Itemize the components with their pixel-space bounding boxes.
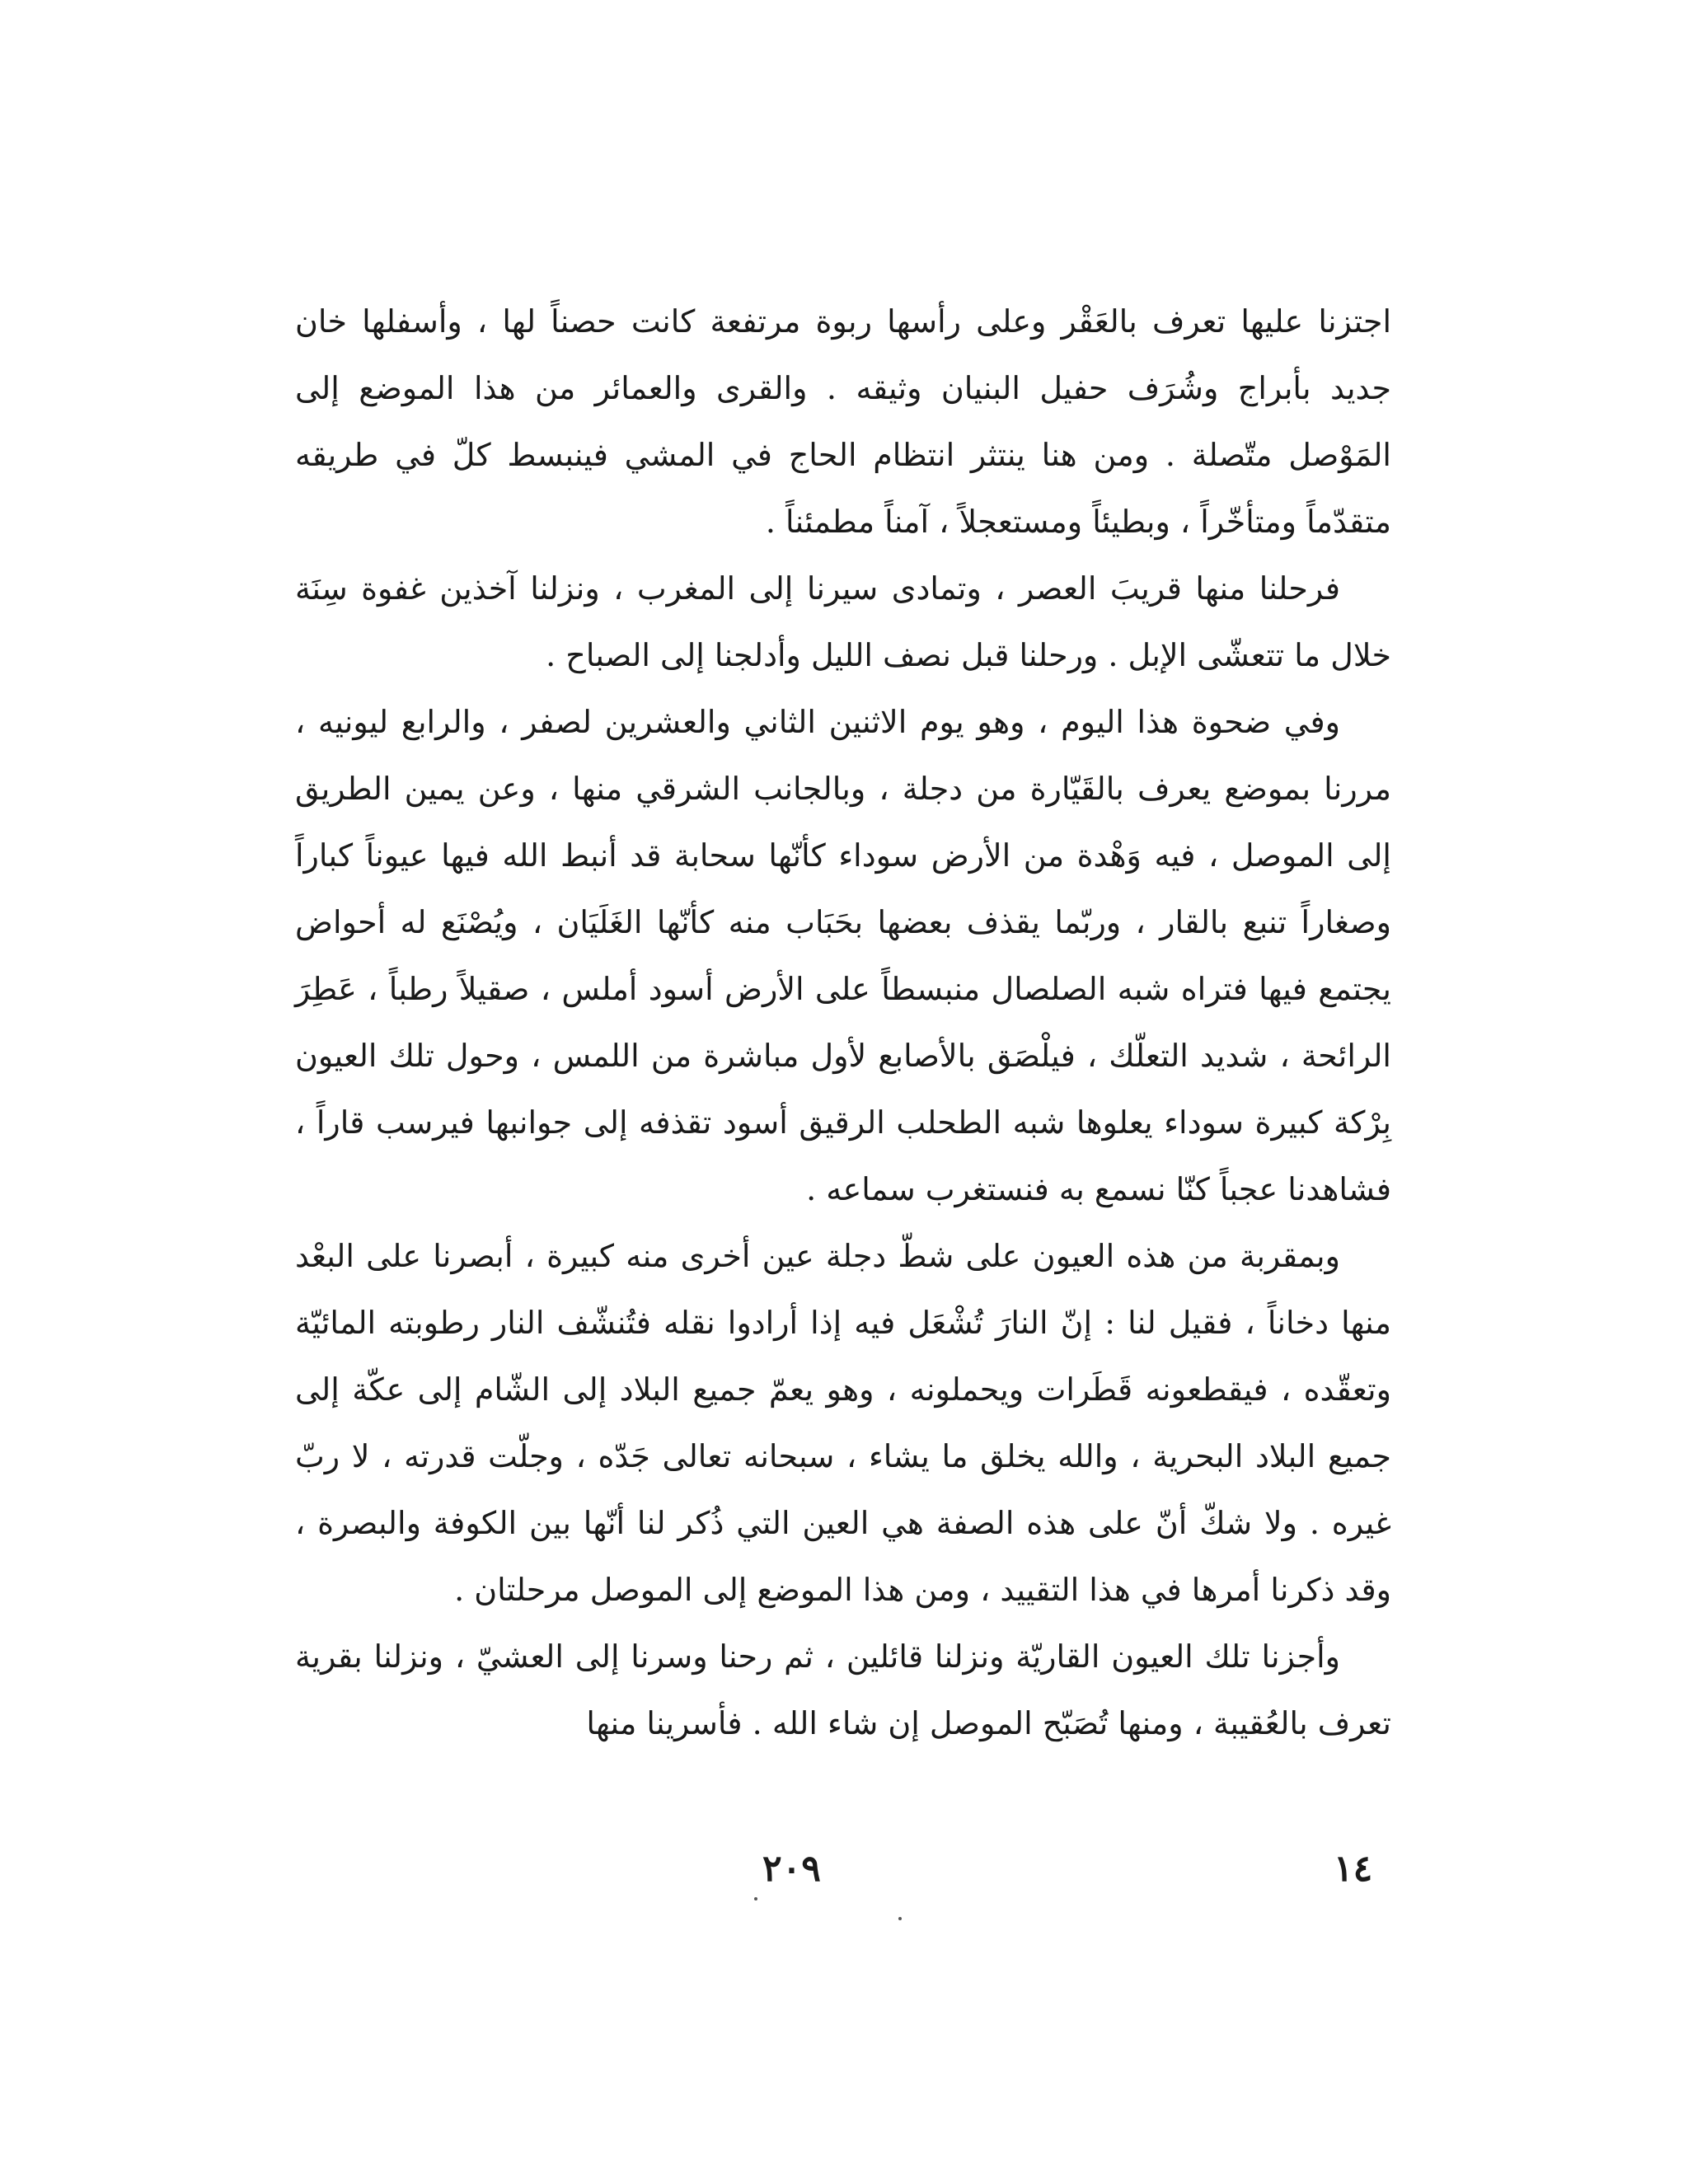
body-text bbox=[295, 288, 1391, 1757]
paragraph-1: اجتزنا عليها تعرف بالعَقْر وعلى رأسها ربوة مرتفعة كانت حصناً لها ، وأسفلها خان جديد بأبراج وشُرَف حفيل البنيان وثيقه . والقرى والعمائر من هذا الموضع إلى المَوْصل متّصلة . ومن هنا ينتثر انتظام الحاج في المشي فينبسط كلّ في طريقه متقدّماً ومتأخّراً ، وبطيئاً ومستعجلاً ، آمناً مطمئناً . bbox=[295, 303, 1391, 540]
paragraph-3: وفي ضحوة هذا اليوم ، وهو يوم الاثنين الثاني والعشرين لصفر ، والرابع ليونيه ، مررنا بموضع يعرف بالقَيّارة من دجلة ، وبالجانب الشرقي منها ، وعن يمين الطريق إلى الموصل ، فيه وَهْدة من الأرض سوداء كأنّها سحابة قد أنبط الله فيها عيوناً كباراً وصغاراً تنبع بالقار ، وربّما يقذف بعضها بحَبَاب منه كأنّها الغَلَيَان ، ويُصْنَع له أحواض يجتمع فيها فتراه شبه الصلصال منبسطاً على الأرض أسود أملس ، صقيلاً رطباً ، عَطِرَ الرائحة ، شديد التعلّك ، فيلْصَق بالأصابع لأول مباشرة من اللمس ، وحول تلك العيون بِرْكة كبيرة سوداء يعلوها شبه الطحلب الرقيق أسود تقذفه إلى جوانبها فيرسب قاراً ، فشاهدنا عجباً كنّا نسمع به فنستغرب سماعه . bbox=[295, 704, 1391, 1207]
paragraph-2: فرحلنا منها قريبَ العصر ، وتمادى سيرنا إلى المغرب ، ونزلنا آخذين غفوة سِنَة خلال ما تتعشّى الإبل . ورحلنا قبل نصف الليل وأدلجنا إلى الصباح . bbox=[295, 570, 1391, 673]
paragraph-4: وبمقربة من هذه العيون على شطّ دجلة عين أخرى منه كبيرة ، أبصرنا على البعْد منها دخاناً ، فقيل لنا : إنّ النارَ تُشْعَل فيه إذا أرادوا نقله فتُنشّف النار رطوبته المائيّة وتعقّده ، فيقطعونه قَطَرات ويحملونه ، وهو يعمّ جميع البلاد إلى الشّام إلى عكّة إلى جميع البلاد البحرية ، والله يخلق ما يشاء ، سبحانه تعالى جَدّه ، وجلّت قدرته ، لا ربّ غيره . ولا شكّ أنّ على هذه الصفة هي العين التي ذُكر لنا أنّها بين الكوفة والبصرة ، وقد ذكرنا أمرها في هذا التقييد ، ومن هذا الموضع إلى الموصل مرحلتان . bbox=[295, 1238, 1391, 1608]
page-footer bbox=[0, 1848, 1688, 1914]
signature-mark: ١٤ bbox=[1334, 1848, 1373, 1890]
paragraph-5: وأجزنا تلك العيون القاريّة ونزلنا قائلين ، ثم رحنا وسرنا إلى العشيّ ، ونزلنا بقرية تعرف بالعُقيبة ، ومنها تُصَبّح الموصل إن شاء الله . فأسرينا منها bbox=[295, 1638, 1391, 1741]
print-speck bbox=[754, 1897, 757, 1900]
print-speck bbox=[898, 1917, 902, 1920]
page-number: ٢٠٩ bbox=[762, 1848, 821, 1890]
